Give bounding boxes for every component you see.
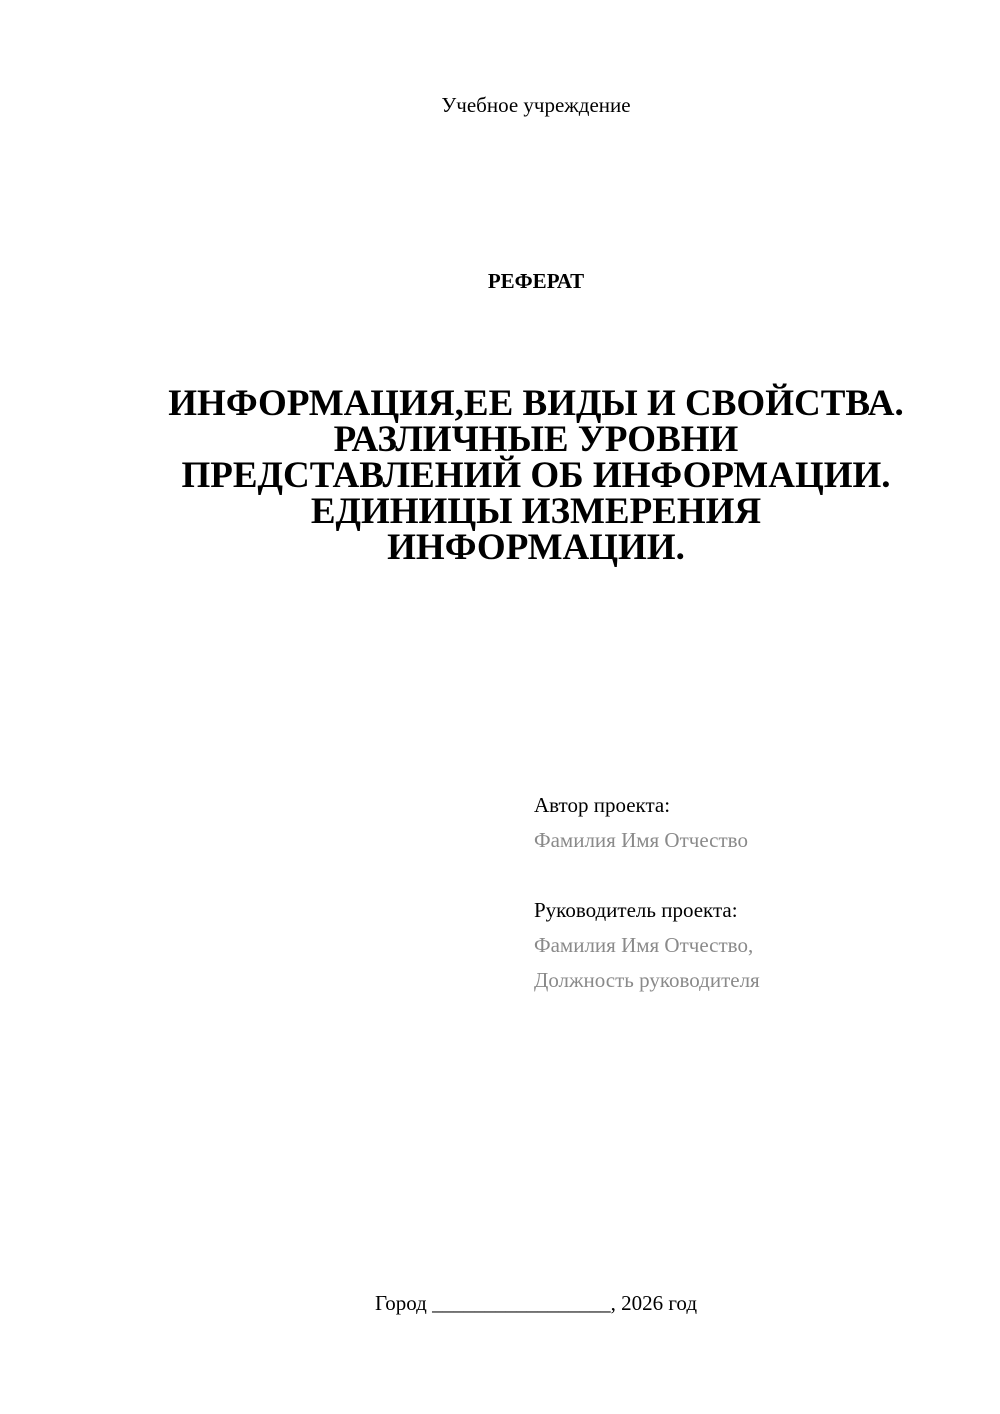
title-line: ЕДИНИЦЫ ИЗМЕРЕНИЯ: [310, 491, 762, 532]
spacer: [534, 858, 974, 893]
document-type: РЕФЕРАТ: [487, 269, 585, 293]
city-year-line: Город _________________, 2026 год: [374, 1291, 698, 1315]
supervisor-name-placeholder: Фамилия Имя Отчество,: [534, 933, 754, 957]
title-line: ИНФОРМАЦИЯ,ЕЕ ВИДЫ И СВОЙСТВА.: [168, 383, 904, 424]
credits-block: [534, 788, 974, 998]
author-label: Автор проекта:: [534, 793, 671, 817]
title-line: ПРЕДСТАВЛЕНИЙ ОБ ИНФОРМАЦИИ.: [181, 455, 891, 496]
supervisor-label: Руководитель проекта:: [534, 898, 738, 922]
title-line: ИНФОРМАЦИИ.: [387, 527, 685, 568]
title-line: РАЗЛИЧНЫЕ УРОВНИ: [333, 419, 739, 460]
institution-name: Учебное учреждение: [441, 93, 631, 117]
author-name-placeholder: Фамилия Имя Отчество: [534, 828, 748, 852]
document-title: [120, 383, 952, 568]
supervisor-position-placeholder: Должность руководителя: [534, 968, 760, 992]
